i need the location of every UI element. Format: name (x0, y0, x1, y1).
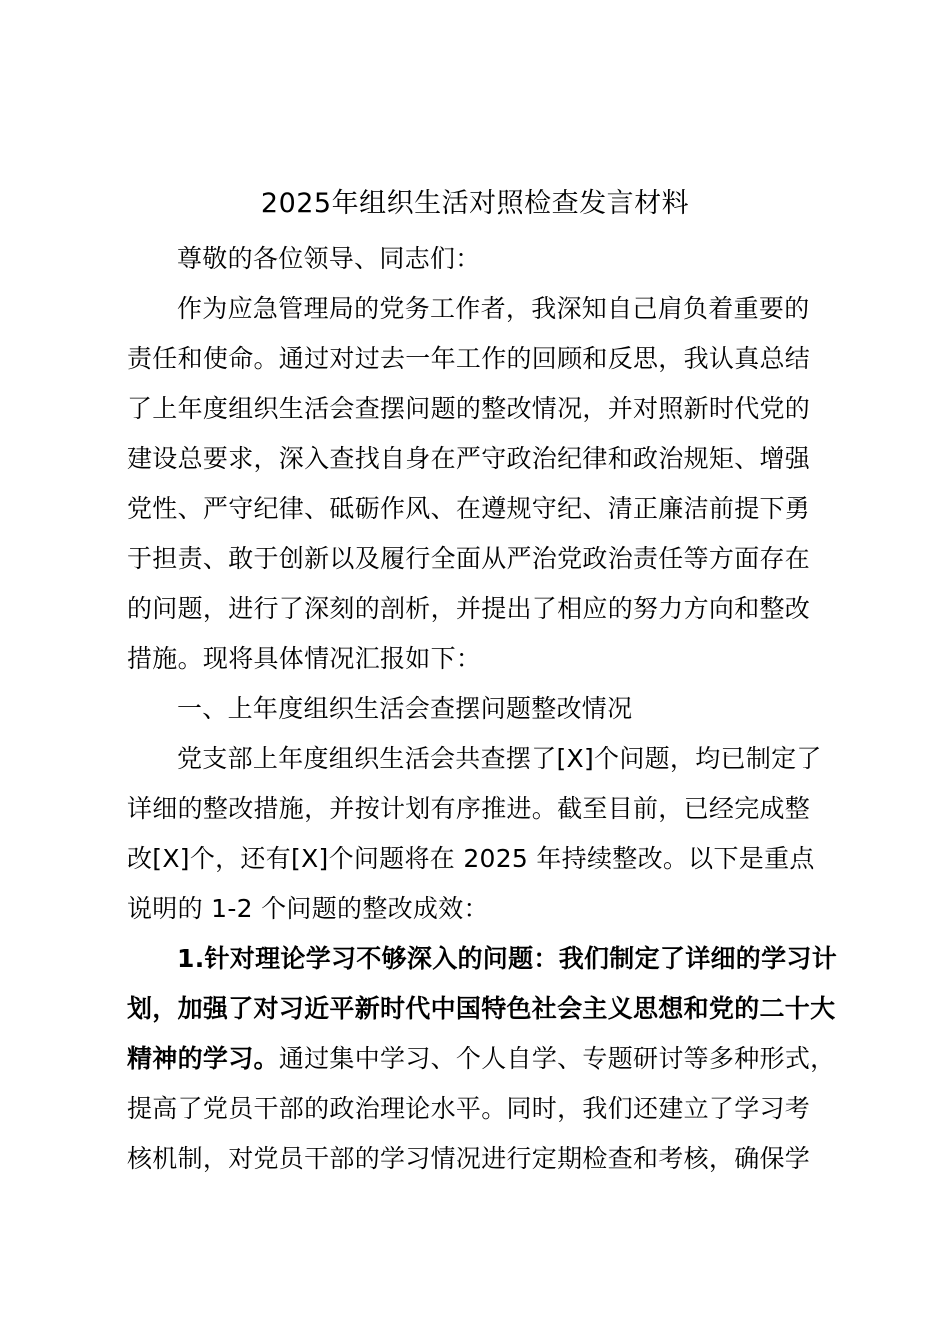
section-heading: 一、上年度组织生活会查摆问题整改情况 (177, 694, 633, 723)
item1-bold-line: 划，加强了对习近平新时代中国特色社会主义思想和党的二十大 (127, 994, 836, 1023)
item1-bold-line: 1.针对理论学习不够深入的问题：我们制定了详细的学习计 (177, 944, 837, 973)
item1-bold-fragment: 精神的学习。 (127, 1044, 279, 1073)
section1-line: 改[X]个，还有[X]个问题将在 2025 年持续整改。以下是重点 (127, 844, 815, 873)
intro-paragraph (127, 284, 839, 684)
document-body (127, 234, 839, 1184)
intro-line: 作为应急管理局的党务工作者，我深知自己肩负着重要的 (177, 294, 810, 323)
item1-line: 提高了党员干部的政治理论水平。同时，我们还建立了学习考 (127, 1094, 811, 1123)
item1-regular-fragment: 通过集中学习、个人自学、专题研讨等多种形式， (278, 1044, 836, 1073)
intro-line: 了上年度组织生活会查摆问题的整改情况，并对照新时代党的 (127, 394, 811, 423)
section1-line: 详细的整改措施，并按计划有序推进。截至目前，已经完成整 (127, 794, 811, 823)
salutation: 尊敬的各位领导、同志们： (177, 244, 481, 273)
document-title: 2025年组织生活对照检查发言材料 (260, 188, 690, 219)
section1-line: 党支部上年度组织生活会共查摆了[X]个问题，均已制定了 (177, 744, 822, 773)
item1-paragraph (127, 934, 839, 1184)
intro-line: 于担责、敢于创新以及履行全面从严治党政治责任等方面存在 (127, 544, 811, 573)
intro-line: 党性、严守纪律、砥砺作风、在遵规守纪、清正廉洁前提下勇 (127, 494, 811, 523)
section1-line: 说明的 1-2 个问题的整改成效： (127, 894, 489, 923)
item1-line: 核机制，对党员干部的学习情况进行定期检查和考核，确保学 (127, 1144, 811, 1173)
intro-line: 的问题，进行了深刻的剖析，并提出了相应的努力方向和整改 (127, 594, 811, 623)
section1-paragraph (127, 734, 839, 934)
item1-mixed-line (127, 1034, 839, 1084)
intro-line: 建设总要求，深入查找自身在严守政治纪律和政治规矩、增强 (127, 444, 811, 473)
intro-line: 措施。现将具体情况汇报如下： (127, 644, 482, 673)
intro-line: 责任和使命。通过对过去一年工作的回顾和反思，我认真总结 (127, 344, 811, 373)
